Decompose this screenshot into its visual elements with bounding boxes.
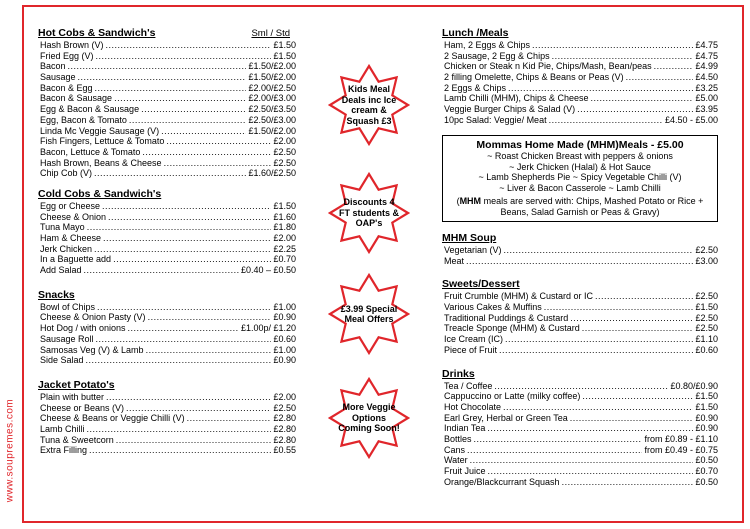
section-drinks: [442, 368, 718, 488]
item-name: Ham & Cheese: [40, 233, 102, 243]
item-price: £2.25: [273, 243, 296, 254]
item-price: £1.50: [273, 40, 296, 50]
menu-item: [38, 312, 296, 323]
item-price: £2.80: [273, 423, 296, 434]
menu-item: [38, 168, 296, 179]
item-price: £2.00/£3.00: [248, 93, 296, 104]
item-price: £4.99: [695, 61, 718, 72]
item-price: £0.70: [273, 254, 296, 265]
leader-dots: [89, 445, 271, 456]
menu-item: [38, 104, 296, 115]
section-title: Drinks: [442, 367, 475, 380]
leader-dots: [577, 104, 693, 115]
leader-dots: [582, 323, 694, 334]
leader-dots: [570, 313, 693, 324]
menu-item: [38, 445, 296, 456]
leader-dots: [466, 256, 693, 267]
star-text: £3.99 Special Meal Offers: [340, 303, 398, 324]
leader-dots: [78, 72, 247, 83]
leader-dots: [87, 424, 272, 435]
mhm-line: ~ Lamb Shepherds Pie ~ Spicy Vegetable Chilli (V): [478, 172, 682, 182]
item-name: Fried Egg (V): [40, 50, 94, 61]
item-name: Cans: [444, 444, 466, 455]
menu-item: [442, 402, 718, 413]
item-name: Fruit Crumble (MHM) & Custard or IC: [444, 291, 594, 302]
item-price: £4.50 - £5.00: [664, 114, 718, 125]
item-name: Bowl of Chips: [40, 301, 96, 312]
item-price: £2.50: [695, 312, 718, 323]
mhm-title: Mommas Home Made (MHM)Meals - £5.00: [476, 138, 684, 151]
item-price: from £0.49 - £0.75: [644, 444, 718, 455]
item-name: Extra Filling: [40, 445, 88, 456]
item-name: Egg or Cheese: [40, 200, 101, 211]
item-name: Tuna & Sweetcorn: [40, 434, 114, 445]
item-price: £1.60: [273, 211, 296, 222]
menu-item: [38, 212, 296, 223]
mhm-note: (MHM meals are served with: Chips, Mashed Potato or Rice + Beans, Salad Garnish or Peas & Gravy): [456, 196, 704, 217]
leader-dots: [86, 355, 272, 366]
item-name: 10pc Salad: Veggie/ Meat: [444, 114, 547, 125]
section-snacks: [38, 289, 296, 366]
leader-dots: [95, 83, 247, 94]
section-title: MHM Soup: [442, 232, 497, 244]
section-title: Snacks: [38, 288, 75, 301]
menu-item: [38, 233, 296, 244]
item-name: Piece of Fruit: [444, 344, 498, 355]
item-price: £0.90: [695, 412, 718, 423]
item-price: £2.00/£2.50: [248, 82, 296, 93]
leader-dots: [129, 115, 247, 126]
item-list: [38, 40, 296, 179]
mhm-line: ~ Roast Chicken Breast with peppers & onions: [487, 151, 673, 161]
item-price: £1.50/£2.00: [248, 61, 296, 72]
menu-item: [38, 403, 296, 414]
leader-dots: [595, 291, 693, 302]
item-name: Samosas Veg (V) & Lamb: [40, 344, 144, 355]
leader-dots: [142, 147, 271, 158]
item-name: Sausage: [40, 72, 76, 83]
item-name: Fish Fingers, Lettuce & Tomato: [40, 136, 165, 147]
menu-item: [442, 434, 718, 445]
item-price: £4.50: [695, 72, 718, 83]
item-name: Chip Cob (V): [40, 168, 93, 179]
section-title: Lunch /Meals: [442, 27, 509, 39]
leader-dots: [654, 61, 694, 72]
item-price: £2.50: [695, 323, 718, 334]
item-price: £4.75: [695, 40, 718, 50]
item-price: £1.00: [273, 301, 296, 312]
item-name: Hash Brown (V): [40, 40, 104, 50]
item-price: £0.70: [695, 466, 718, 476]
menu-item: [442, 302, 718, 313]
leader-dots: [467, 445, 642, 456]
item-name: Plain with butter: [40, 391, 105, 402]
item-price: £0.50: [695, 476, 718, 487]
item-price: £2.50: [695, 245, 718, 255]
item-name: Side Salad: [40, 355, 84, 366]
star-text: Discounts 4 FT students & OAP's: [339, 197, 399, 229]
item-name: Lamb Chilli: [40, 423, 85, 434]
leader-dots: [116, 435, 272, 446]
promo-star-kids: [328, 64, 410, 146]
leader-dots: [187, 413, 272, 424]
item-price: £3.25: [695, 82, 718, 93]
menu-item: [38, 72, 296, 83]
item-price: £2.50: [273, 146, 296, 157]
menu-item: [38, 355, 296, 366]
leader-dots: [94, 168, 246, 179]
menu-item: [38, 323, 296, 334]
star-text: Kids Meal Deals inc Ice cream & Squash £3: [341, 84, 397, 126]
item-name: Add Salad: [40, 265, 82, 276]
item-name: Cheese & Beans or Veggie Chilli (V): [40, 413, 185, 424]
leader-dots: [148, 312, 272, 323]
leader-dots: [532, 40, 693, 51]
item-name: Ham, 2 Eggs & Chips: [444, 40, 531, 50]
item-price: £0.90: [273, 312, 296, 323]
leader-dots: [113, 254, 271, 265]
mhm-note-text: meals are served with: Chips, Mashed Potato or Rice + Beans, Salad Garnish or Peas & Gravy): [483, 196, 704, 217]
item-list: [442, 40, 718, 126]
item-price: £1.50: [695, 401, 718, 412]
item-name: 2 Sausage, 2 Egg & Chips: [444, 50, 550, 61]
mhm-meals-box: [442, 135, 718, 223]
item-price: £3.95: [695, 104, 718, 115]
section-hot-cobs: [38, 27, 296, 179]
promo-star-discounts: [328, 172, 410, 254]
item-price: £1.60/£2.50: [248, 168, 296, 179]
item-price: £2.80: [273, 413, 296, 424]
leader-dots: [505, 334, 693, 345]
item-name: In a Baguette add: [40, 254, 112, 265]
website-url[interactable]: www.soupremes.com: [4, 398, 16, 502]
leader-dots: [582, 391, 693, 402]
mhm-line: ~ Liver & Bacon Casserole ~ Lamb Chilli: [499, 182, 661, 193]
section-title: Hot Cobs & Sandwich's: [38, 27, 156, 39]
item-name: Lamb Chilli (MHM), Chips & Cheese: [444, 93, 589, 104]
item-name: Water: [444, 455, 468, 466]
item-price: £2.00: [273, 391, 296, 402]
item-price: from £0.89 - £1.10: [644, 433, 718, 444]
menu-item: [38, 51, 296, 62]
item-name: Cheese or Beans (V): [40, 402, 125, 413]
menu-item: [38, 136, 296, 147]
menu-item: [442, 291, 718, 302]
leader-dots: [108, 212, 271, 223]
menu-item: [38, 83, 296, 94]
item-name: Meat: [444, 255, 465, 266]
menu-item: [442, 51, 718, 62]
leader-dots: [474, 434, 643, 445]
item-name: Egg & Bacon & Sausage: [40, 104, 140, 115]
item-name: Tuna Mayo: [40, 222, 85, 233]
item-price: £1.00: [273, 344, 296, 355]
leader-dots: [166, 136, 271, 147]
menu-item: [38, 424, 296, 435]
item-price: £2.00: [273, 233, 296, 243]
item-price: £0.80/£0.90: [670, 380, 718, 391]
item-price: £4.75: [695, 50, 718, 61]
item-price: £1.50: [273, 50, 296, 61]
menu-item: [442, 391, 718, 402]
item-name: Sausage Roll: [40, 333, 94, 344]
leader-dots: [126, 403, 271, 414]
menu-item: [442, 104, 718, 115]
item-name: Cheese & Onion Pasty (V): [40, 312, 146, 323]
item-price: £2.50/£3.50: [248, 104, 296, 115]
menu-item: [442, 115, 718, 126]
item-name: Vegetarian (V): [444, 245, 502, 255]
leader-dots: [562, 477, 694, 488]
menu-item: [38, 254, 296, 265]
item-name: Hash Brown, Beans & Cheese: [40, 157, 162, 168]
leader-dots: [128, 323, 239, 334]
section-cold-cobs: [38, 188, 296, 276]
item-price: £1.00p/ £1.20: [240, 323, 296, 334]
leader-dots: [114, 93, 246, 104]
leader-dots: [508, 83, 693, 94]
item-name: Various Cakes & Muffins: [444, 302, 542, 313]
leader-dots: [94, 244, 271, 255]
leader-dots: [503, 402, 693, 413]
item-list: [442, 291, 718, 355]
leader-dots: [96, 51, 272, 62]
right-column: [442, 27, 718, 496]
item-price: £2.80: [273, 434, 296, 445]
menu-item: [442, 245, 718, 256]
menu-item: [38, 302, 296, 313]
item-price: £1.50/£2.00: [248, 125, 296, 136]
item-name: Traditional Puddings & Custard: [444, 312, 569, 323]
item-name: Earl Grey, Herbal or Green Tea: [444, 412, 568, 423]
item-price: £0.90: [695, 423, 718, 434]
mhm-note-bold: MHM: [459, 196, 482, 206]
item-list: [38, 302, 296, 366]
menu-item: [442, 61, 718, 72]
leader-dots: [161, 126, 246, 137]
item-name: Chicken or Steak n Kid Pie, Chips/Mash, Bean/peas: [444, 61, 652, 72]
menu-item: [38, 435, 296, 446]
leader-dots: [487, 423, 693, 434]
menu-item: [38, 413, 296, 424]
item-list: [442, 381, 718, 488]
leader-dots: [102, 201, 271, 212]
menu-item: [442, 256, 718, 267]
item-price: £1.50: [273, 200, 296, 211]
menu-item: [38, 147, 296, 158]
item-price: £1.50: [695, 391, 718, 402]
menu-item: [442, 323, 718, 334]
item-name: Bacon, Lettuce & Tomato: [40, 146, 141, 157]
menu-item: [442, 445, 718, 456]
item-price: £1.50: [695, 302, 718, 313]
section-title: Sweets/Dessert: [442, 278, 520, 291]
item-name: Orange/Blackcurrant Squash: [444, 476, 560, 487]
section-title: Jacket Potato's: [38, 378, 115, 391]
menu-item: [442, 413, 718, 424]
leader-dots: [626, 72, 694, 83]
section-mhm-soup: [442, 232, 718, 266]
menu-item: [38, 334, 296, 345]
menu-item: [442, 313, 718, 324]
leader-dots: [103, 233, 271, 244]
item-name: Bacon & Sausage: [40, 93, 113, 104]
item-price: £2.50: [695, 291, 718, 302]
leader-dots: [544, 302, 694, 313]
menu-item: [442, 93, 718, 104]
section-jacket-potatoes: [38, 379, 296, 456]
menu-item: [38, 201, 296, 212]
menu-item: [442, 345, 718, 356]
menu-item: [38, 115, 296, 126]
item-price: £0.40 – £0.50: [240, 265, 296, 276]
menu-item: [38, 93, 296, 104]
item-list: [442, 245, 718, 266]
item-list: [38, 201, 296, 276]
promo-star-special-offers: [328, 273, 410, 355]
leader-dots: [146, 345, 272, 356]
leader-dots: [84, 265, 239, 276]
item-name: Bacon & Egg: [40, 82, 93, 93]
item-price: £1.80: [273, 222, 296, 233]
menu-item: [38, 265, 296, 276]
item-price: £5.00: [695, 93, 718, 104]
item-name: Indian Tea: [444, 423, 486, 434]
menu-item: [38, 40, 296, 51]
item-name: Hot Dog / with onions: [40, 323, 126, 334]
leader-dots: [552, 51, 694, 62]
menu-item: [442, 477, 718, 488]
leader-dots: [570, 413, 694, 424]
item-name: Linda Mc Veggie Sausage (V): [40, 125, 160, 136]
size-header: Sml / Std: [251, 28, 290, 39]
menu-item: [38, 126, 296, 137]
menu-item: [38, 158, 296, 169]
leader-dots: [591, 93, 694, 104]
star-text: More Veggie Options Coming Soon!: [338, 402, 400, 434]
menu-item: [38, 244, 296, 255]
item-price: £1.10: [695, 334, 718, 345]
leader-dots: [87, 222, 272, 233]
menu-item: [442, 83, 718, 94]
menu-item: [38, 61, 296, 72]
item-name: Fruit Juice: [444, 466, 486, 476]
mhm-line: ~ Jerk Chicken (Halal) & Hot Sauce: [509, 161, 651, 172]
item-name: Ice Cream (IC): [444, 334, 504, 345]
item-price: £2.50/£3.00: [248, 114, 296, 125]
leader-dots: [106, 392, 271, 403]
menu-item: [442, 466, 718, 477]
menu-item: [442, 381, 718, 392]
item-price: £0.90: [273, 355, 296, 366]
leader-dots: [504, 245, 694, 256]
promo-star-veggie: [328, 377, 410, 459]
item-name: 2 Eggs & Chips: [444, 82, 507, 93]
item-name: Treacle Sponge (MHM) & Custard: [444, 323, 580, 334]
item-name: Hot Chocolate: [444, 401, 502, 412]
item-name: Bottles: [444, 433, 472, 444]
menu-item: [442, 455, 718, 466]
section-lunch-meals: [442, 27, 718, 126]
item-name: Bacon: [40, 61, 66, 72]
leader-dots: [141, 104, 246, 115]
item-price: £1.50/£2.00: [248, 72, 296, 83]
menu-item: [442, 72, 718, 83]
leader-dots: [499, 345, 693, 356]
item-price: £2.50: [273, 157, 296, 168]
section-title: Cold Cobs & Sandwich's: [38, 187, 162, 200]
item-list: [38, 392, 296, 456]
item-name: Cappuccino or Latte (milky coffee): [444, 391, 581, 402]
leader-dots: [494, 381, 668, 392]
item-price: £0.50: [695, 455, 718, 466]
leader-dots: [164, 158, 272, 169]
menu-item: [442, 40, 718, 51]
item-price: £0.55: [273, 445, 296, 456]
item-price: £2.00: [273, 136, 296, 147]
leader-dots: [549, 115, 663, 126]
item-name: Veggie Burger Chips & Salad (V): [444, 104, 576, 115]
leader-dots: [97, 302, 271, 313]
leader-dots: [488, 466, 694, 477]
menu-item: [442, 334, 718, 345]
item-name: Cheese & Onion: [40, 211, 107, 222]
leader-dots: [470, 455, 694, 466]
left-column: [38, 27, 296, 465]
item-price: £0.60: [695, 344, 718, 355]
leader-dots: [68, 61, 247, 72]
menu-item: [38, 345, 296, 356]
menu-item: [442, 423, 718, 434]
section-sweets: [442, 278, 718, 355]
item-name: Tea / Coffee: [444, 380, 493, 391]
menu-item: [38, 392, 296, 403]
item-name: Egg, Bacon & Tomato: [40, 114, 127, 125]
item-price: £0.60: [273, 333, 296, 344]
menu-item: [38, 222, 296, 233]
item-price: £2.50: [273, 402, 296, 413]
item-price: £3.00: [695, 255, 718, 266]
leader-dots: [96, 334, 272, 345]
item-name: 2 filling Omelette, Chips & Beans or Peas (V): [444, 72, 624, 83]
leader-dots: [106, 40, 272, 51]
item-name: Jerk Chicken: [40, 243, 93, 254]
